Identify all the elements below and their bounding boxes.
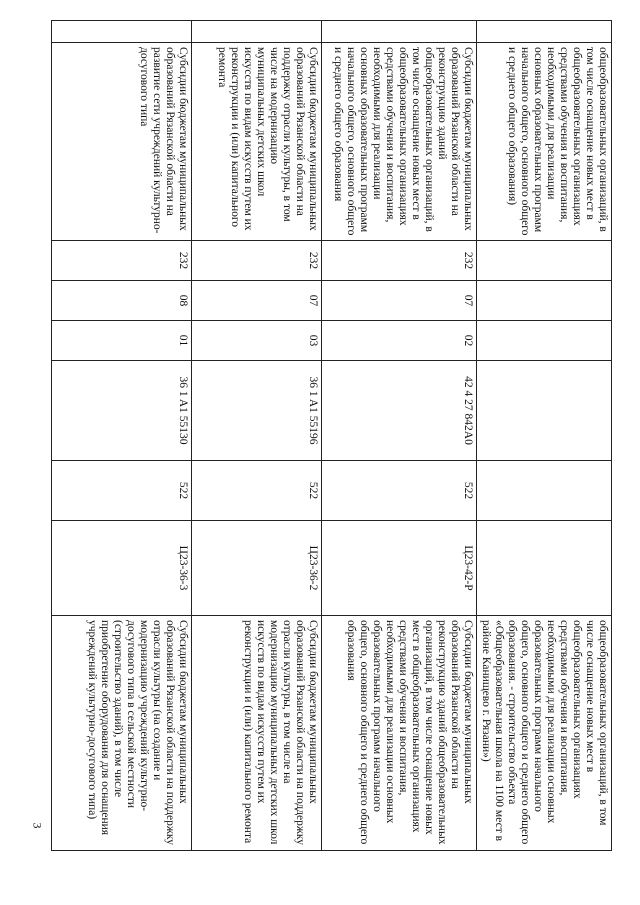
pr-cell: 03 <box>192 321 322 361</box>
target-name-cell: Субсидии бюджетам муниципальных образований Рязанской области на поддержку отрасли культуры, в том числе на модернизацию муниципальных детских школ искусств по видам искусств путем их реконструкции и (или) капитального ремонта <box>192 616 322 851</box>
table-row <box>52 21 192 851</box>
vr-cell: 522 <box>322 461 477 521</box>
pr-cell <box>477 321 612 361</box>
target-name-cell: общеобразовательных организаций, в том числе оснащение новых мест в общеобразовательных организациях средствами обучения и воспитания, необходимыми для реализации основных образовательных программ начального общего, основного общего и среднего общего образования. - строительство объекта «Общеобразовательная школа на 1100 мест в районе Канищево г. Рязани») <box>477 616 612 851</box>
blank-cell <box>52 21 192 43</box>
blank-cell <box>477 21 612 43</box>
csr-cell: 36 1 A1 55196 <box>192 361 322 461</box>
csr-cell <box>477 361 612 461</box>
rz-cell <box>477 281 612 321</box>
blank-cell <box>192 21 322 43</box>
csr-cell: 42 4 27 842A0 <box>322 361 477 461</box>
table-row <box>192 21 322 851</box>
table-row <box>477 21 612 851</box>
target-code-cell: Ц23-36-3 <box>52 521 192 616</box>
page-number: 3 <box>30 822 45 829</box>
code-cell: 232 <box>322 241 477 281</box>
rz-cell: 08 <box>52 281 192 321</box>
target-code-cell: Ц23-36-2 <box>192 521 322 616</box>
rz-cell: 07 <box>192 281 322 321</box>
pr-cell: 01 <box>52 321 192 361</box>
target-code-cell <box>477 521 612 616</box>
expense-name-cell: Субсидии бюджетам муниципальных образований Рязанской области на поддержку отрасли культуры, в том числе на модернизацию муниципальных детских школ искусств по видам искусств путем их реконструкции и (или) капитального ремонта <box>192 43 322 241</box>
rz-cell: 07 <box>322 281 477 321</box>
budget-table <box>51 20 612 851</box>
code-cell <box>477 241 612 281</box>
target-code-cell: Ц23-42-Р <box>322 521 477 616</box>
blank-cell <box>322 21 477 43</box>
target-name-cell: Субсидии бюджетам муниципальных образований Рязанской области на реконструкцию зданий общеобразовательных организаций, в том числе оснащение новых мест в общеобразовательных организациях средствами обучения и воспитания, необходимыми для реализации основных образовательных программ начального общего, основного общего и среднего общего образования <box>322 616 477 851</box>
vr-cell <box>477 461 612 521</box>
pr-cell: 02 <box>322 321 477 361</box>
csr-cell: 36 1 A1 55130 <box>52 361 192 461</box>
code-cell: 232 <box>52 241 192 281</box>
target-name-cell: Субсидии бюджетам муниципальных образований Рязанской области на поддержку отрасли культуры (на создание и модернизацию учреждений культурно-досугового типа в сельской местности (строительство зданий), в том числе приобретение оборудования для оснащения учреждений культурно-досугового типа) <box>52 616 192 851</box>
expense-name-cell: Субсидии бюджетам муниципальных образований Рязанской области на развитие сети учреждений культурно-досугового типа <box>52 43 192 241</box>
vr-cell: 522 <box>52 461 192 521</box>
expense-name-cell: общеобразовательных организаций, в том числе оснащение новых мест в общеобразовательных организациях средствами обучения и воспитания, необходимыми для реализации основных образовательных программ начального общего, основного общего и среднего общего образования) <box>477 43 612 241</box>
rotated-table-area <box>59 20 612 850</box>
table-row <box>322 21 477 851</box>
expense-name-cell: Субсидии бюджетам муниципальных образований Рязанской области на реконструкцию зданий общеобразовательных организаций, в том числе оснащение новых мест в общеобразовательных организациях средствами обучения и воспитания, необходимыми для реализации основных образовательных программ начального общего, основного общего и среднего общего образования <box>322 43 477 241</box>
code-cell: 232 <box>192 241 322 281</box>
vr-cell: 522 <box>192 461 322 521</box>
